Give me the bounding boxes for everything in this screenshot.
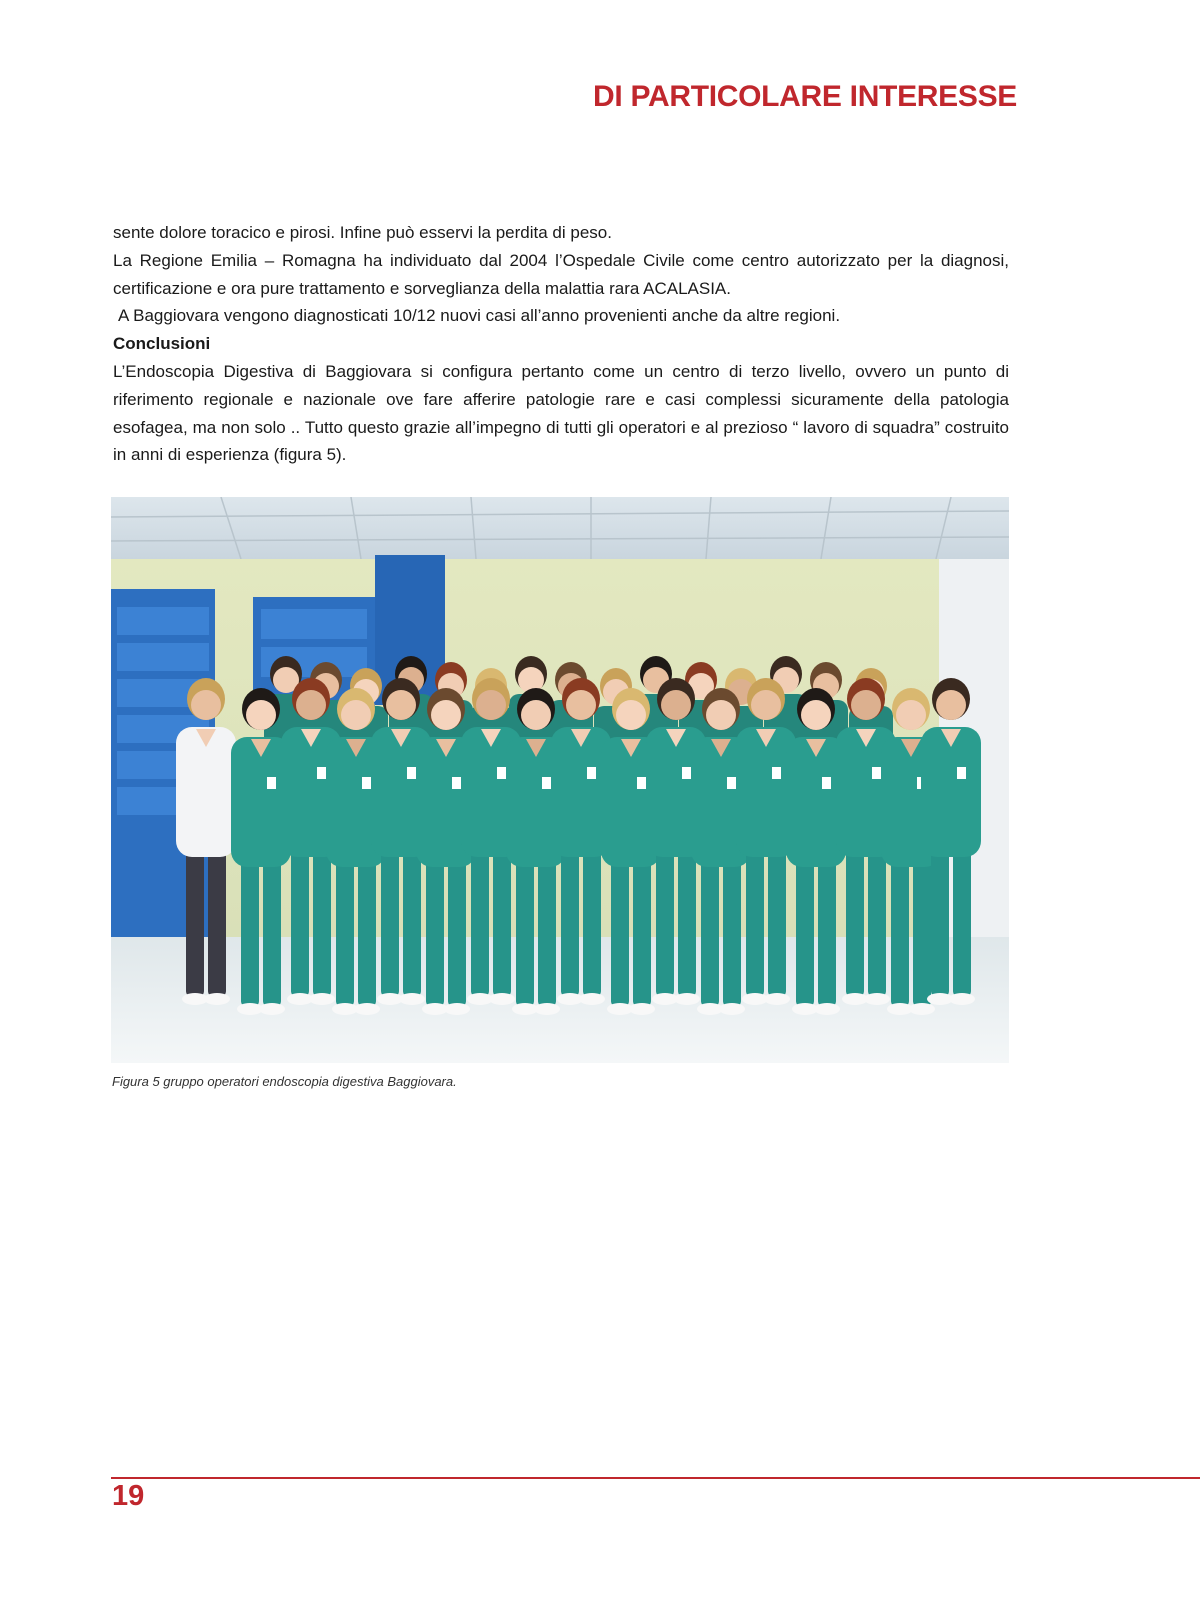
- paragraph-1: sente dolore toracico e pirosi. Infine può esservi la perdita di peso.: [113, 223, 612, 242]
- group-photo: [111, 497, 1009, 1063]
- paragraph-4: L’Endoscopia Digestiva di Baggiovara si configura pertanto come un centro di terzo livello, ovvero un punto di riferimento regionale e nazionale ove fare afferire patologie rare e casi complessi sicuramente della patologia esofagea, ma non solo .. Tutto questo grazie all’impegno di tutti gli operatori e al prezioso “ lavoro di squadra” costruito in anni di esperienza (figura 5).: [113, 361, 1009, 465]
- staff-group: [176, 656, 981, 1015]
- figure-caption: Figura 5 gruppo operatori endoscopia digestiva Baggiovara.: [112, 1074, 457, 1089]
- subheading-conclusioni: Conclusioni: [113, 334, 211, 354]
- footer-divider: [111, 1477, 1200, 1479]
- paragraph-3: A Baggiovara vengono diagnosticati 10/12 nuovi casi all’anno provenienti anche da altre regioni.: [118, 306, 841, 326]
- article-body: [113, 219, 1009, 469]
- ceiling: [111, 497, 1009, 559]
- section-title: DI PARTICOLARE INTERESSE: [593, 80, 1017, 113]
- group-photo-illustration: [111, 497, 1009, 1063]
- page-number: 19: [112, 1480, 145, 1512]
- paragraph-2: La Regione Emilia – Romagna ha individuato dal 2004 l’Ospedale Civile come centro autorizzato per la diagnosi, certificazione e ora pure trattamento e sorveglianza della malattia rara ACALASIA.: [113, 250, 1009, 298]
